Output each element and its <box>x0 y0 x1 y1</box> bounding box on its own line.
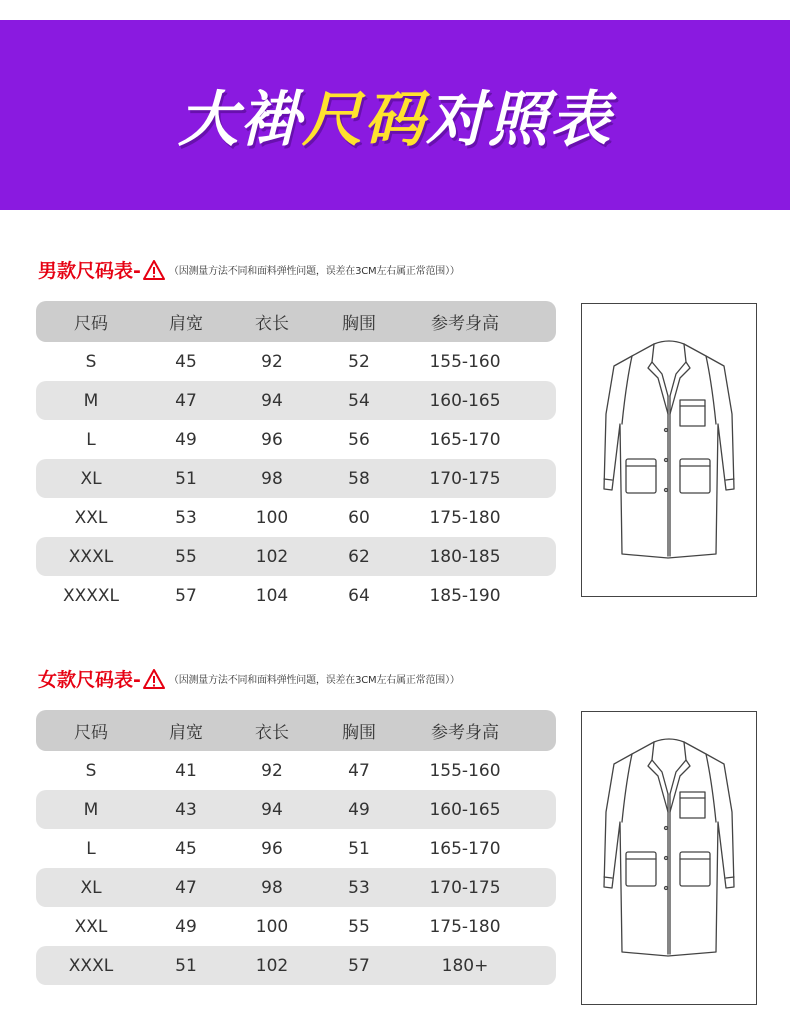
table-cell: S <box>85 760 97 781</box>
table-cell: 56 <box>348 429 370 450</box>
table-cell: 160-165 <box>429 390 501 411</box>
table-cell: 53 <box>348 877 370 898</box>
table-cell: 47 <box>175 877 197 898</box>
table-cell: 100 <box>255 507 289 528</box>
table-cell: 98 <box>261 877 283 898</box>
table-cell: 54 <box>348 390 370 411</box>
table-row <box>36 907 556 946</box>
table-cell: 98 <box>261 468 283 489</box>
table-cell: XXXL <box>68 546 114 567</box>
table-cell: 96 <box>261 429 283 450</box>
table-cell: 102 <box>255 546 289 567</box>
table-cell: 102 <box>255 955 289 976</box>
table-cell: 57 <box>175 585 197 606</box>
table-cell: S <box>85 351 97 372</box>
table-row <box>36 420 556 459</box>
table-cell: XXXXL <box>62 585 120 606</box>
table-cell: 100 <box>255 916 289 937</box>
table-cell: 185-190 <box>429 585 501 606</box>
page-title <box>178 72 612 158</box>
title-part-1: 大褂 <box>178 85 302 155</box>
men-size-table <box>36 301 556 615</box>
women-coat-illustration <box>581 711 757 1005</box>
women-section-header <box>38 665 460 692</box>
table-cell: 49 <box>348 799 370 820</box>
table-cell: XL <box>80 877 102 898</box>
table-cell: 47 <box>348 760 370 781</box>
table-cell: 160-165 <box>429 799 501 820</box>
men-section-note: （因测量方法不同和面料弹性问题，误差在3CM左右属正常范围）） <box>168 266 460 277</box>
table-row <box>36 576 556 615</box>
table-cell: 55 <box>175 546 197 567</box>
table-cell: XXL <box>74 507 108 528</box>
table-cell: 155-160 <box>429 760 501 781</box>
table-cell: 43 <box>175 799 197 820</box>
table-cell: 49 <box>175 429 197 450</box>
table-cell: M <box>83 390 99 411</box>
column-header: 胸围 <box>342 723 376 743</box>
table-row <box>36 342 556 381</box>
table-cell: 175-180 <box>429 507 501 528</box>
column-header: 胸围 <box>342 314 376 334</box>
column-header: 尺码 <box>74 723 108 743</box>
table-row <box>36 946 556 985</box>
column-header: 肩宽 <box>169 723 203 743</box>
table-cell: 60 <box>348 507 370 528</box>
table-cell: 57 <box>348 955 370 976</box>
table-cell: 62 <box>348 546 370 567</box>
column-header: 参考身高 <box>431 723 499 743</box>
table-cell: 94 <box>261 390 283 411</box>
table-cell: XXXL <box>68 955 114 976</box>
men-section-title: 男款尺码表- <box>38 260 141 282</box>
table-cell: 180-185 <box>429 546 501 567</box>
men-coat-illustration <box>581 303 757 597</box>
table-row <box>36 790 556 829</box>
column-header: 衣长 <box>255 723 289 743</box>
table-cell: 96 <box>261 838 283 859</box>
title-highlight: 尺码 <box>302 85 426 155</box>
table-cell: 47 <box>175 390 197 411</box>
table-cell: 51 <box>348 838 370 859</box>
table-cell: 58 <box>348 468 370 489</box>
table-cell: XL <box>80 468 102 489</box>
table-cell: 45 <box>175 838 197 859</box>
table-cell: 92 <box>261 351 283 372</box>
table-cell: L <box>86 429 96 450</box>
table-cell: 49 <box>175 916 197 937</box>
table-row <box>36 829 556 868</box>
women-section-title: 女款尺码表- <box>38 669 141 691</box>
warning-triangle-icon <box>143 260 165 280</box>
table-cell: 55 <box>348 916 370 937</box>
column-header: 衣长 <box>255 314 289 334</box>
women-size-table <box>36 710 556 985</box>
table-row <box>36 868 556 907</box>
table-cell: 53 <box>175 507 197 528</box>
table-row <box>36 751 556 790</box>
table-cell: 41 <box>175 760 197 781</box>
table-row <box>36 498 556 537</box>
title-part-2: 对照表 <box>426 85 612 155</box>
table-cell: M <box>83 799 99 820</box>
table-cell: 180+ <box>441 955 489 976</box>
lab-coat-icon <box>582 304 756 596</box>
table-row <box>36 459 556 498</box>
women-section-note: （因测量方法不同和面料弹性问题，误差在3CM左右属正常范围）） <box>168 675 460 686</box>
lab-coat-icon <box>582 712 756 1004</box>
table-cell: 52 <box>348 351 370 372</box>
men-section-header <box>38 256 460 283</box>
table-cell: 51 <box>175 955 197 976</box>
table-cell: 175-180 <box>429 916 501 937</box>
table-row <box>36 537 556 576</box>
title-banner <box>0 20 790 210</box>
warning-triangle-icon <box>143 669 165 689</box>
table-header-row <box>36 710 556 751</box>
table-cell: XXL <box>74 916 108 937</box>
table-cell: 45 <box>175 351 197 372</box>
table-cell: 165-170 <box>429 838 501 859</box>
table-cell: 94 <box>261 799 283 820</box>
table-row <box>36 381 556 420</box>
table-cell: 170-175 <box>429 877 501 898</box>
table-cell: 64 <box>348 585 370 606</box>
table-cell: 104 <box>255 585 289 606</box>
table-cell: 51 <box>175 468 197 489</box>
column-header: 尺码 <box>74 314 108 334</box>
table-cell: 170-175 <box>429 468 501 489</box>
table-cell: 165-170 <box>429 429 501 450</box>
table-cell: 92 <box>261 760 283 781</box>
table-cell: L <box>86 838 96 859</box>
table-header-row <box>36 301 556 342</box>
column-header: 参考身高 <box>431 314 499 334</box>
table-cell: 155-160 <box>429 351 501 372</box>
column-header: 肩宽 <box>169 314 203 334</box>
